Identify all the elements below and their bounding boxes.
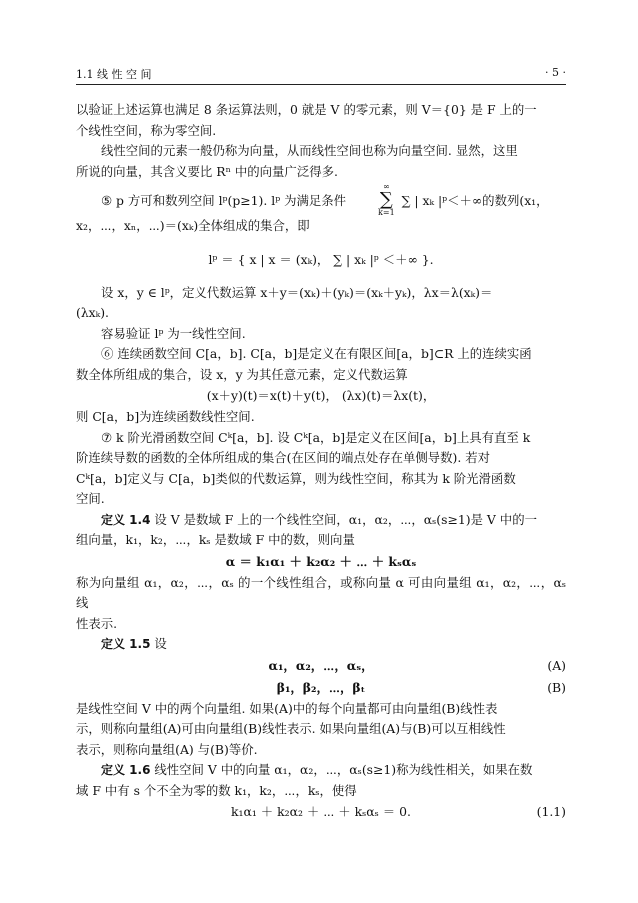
vector-group-b: [76, 677, 566, 699]
linear-dependence-equation: [76, 801, 566, 823]
definition-label: 定义 1.6: [101, 763, 151, 777]
continuous-ops-equation: [76, 385, 566, 407]
text-line: ⑦ k 阶光滑函数空间 Cᵏ[a，b]. 设 Cᵏ[a，b]是定义在区间[a，b]上具有直至 k: [101, 429, 531, 445]
text-line: 称为向量组 α₁，α₂，⋯，αₛ 的一个线性组合，或称向量 α 可由向量组 α₁，α₂，⋯，αₛ 线: [76, 574, 566, 610]
text-line: 数全体所组成的集合，设 x，y 为其任意元素，定义代数运算: [76, 366, 408, 382]
equation-tag: (A): [547, 657, 566, 673]
text-line: 空间.: [76, 491, 105, 506]
text-line: 则 C[a，b]为连续函数线性空间.: [76, 409, 255, 424]
definition-1-5: [76, 634, 566, 655]
text-line: 容易验证 lᵖ 为一线性空间.: [101, 325, 246, 341]
sum-symbol: ∞ ∑ k=1: [353, 182, 395, 218]
definition-1-6: [76, 760, 566, 781]
page-body: [76, 100, 566, 823]
equation-text: k₁α₁ ＋ k₂α₂ ＋ ⋯ ＋ kₛαₛ ＝ 0.: [231, 804, 411, 819]
text-line: 性表示.: [76, 615, 118, 631]
header-section-title: 1.1 线 性 空 间: [76, 68, 152, 81]
text-line: 线性空间的元素一般仍称为向量，从而线性空间也称为向量空间. 显然，这里: [101, 143, 518, 158]
sum-upper-limit: ∞: [383, 182, 390, 191]
equation-text: β₁，β₂，⋯，βₜ: [276, 679, 366, 695]
equation-tag: (1.1): [536, 804, 566, 819]
equation-tag: (B): [547, 679, 566, 695]
text-line: 示，则称向量组(A)可由向量组(B)线性表示. 如果向量组(A)与(B)可以互相线性: [76, 721, 506, 736]
text-line: 线性空间 V 中的向量 α₁，α₂，⋯，αₛ(s≥1)称为线性相关，如果在数: [154, 762, 533, 777]
text-line: 域 F 中有 s 个不全为零的数 k₁，k₂，⋯，kₛ，使得: [76, 782, 357, 798]
sum-lower-limit: k=1: [378, 208, 395, 217]
text-line: 是线性空间 V 中的两个向量组. 如果(A)中的每个向量都可由向量组(B)线性表: [76, 700, 498, 716]
equation-text: α ＝ k₁α₁ ＋ k₂α₂ ＋ ⋯ ＋ kₛαₛ: [225, 553, 417, 569]
text-line: 所说的向量，其含义要比 Rⁿ 中的向量广泛得多.: [76, 163, 338, 179]
definition-label: 定义 1.5: [101, 637, 151, 651]
text-line: 设 x，y ∈ lᵖ，定义代数运算 x＋y＝(xₖ)＋(yₖ)＝(xₖ＋yₖ)，λx＝λ(xₖ)＝: [101, 284, 493, 300]
text-line: (λxₖ).: [76, 305, 109, 320]
text-line: ⑤ p 方可和数列空间 lᵖ(p≥1). lᵖ 为满足条件: [101, 193, 347, 208]
text-line: 表示，则称向量组(A) 与(B)等价.: [76, 741, 258, 757]
text-line: 设: [154, 636, 167, 651]
text-line: x₂，⋯，xₙ，⋯)＝(xₖ)全体组成的集合，即: [76, 218, 310, 233]
running-header: [76, 64, 566, 85]
lp-set-equation: [76, 237, 566, 283]
text-line: 设 V 是数域 F 上的一个线性空间，α₁，α₂，⋯，αₛ(s≥1)是 V 中的一: [154, 511, 537, 527]
lp-definition-line: [76, 182, 566, 216]
text-line: 阶连续导数的函数的全体所组成的集合(在区间的端点处存在单侧导数). 若对: [76, 450, 491, 465]
linear-combination-equation: [76, 551, 566, 573]
text-line: 以验证上述运算也满足 8 条运算法则，0 就是 V 的零元素，则 V＝{0} 是 F 上的一: [76, 102, 537, 117]
header-page-number: · 5 ·: [545, 66, 566, 79]
text-line: 组向量，k₁，k₂，⋯，kₛ 是数域 F 中的数，则向量: [76, 532, 355, 547]
equation-text: lᵖ ＝ { x | x ＝ (xₖ)， ∑ | xₖ |ᵖ ＜＋∞ }.: [208, 251, 434, 267]
equation-text: (x＋y)(t)＝x(t)＋y(t)， (λx)(t)＝λx(t)，: [206, 388, 436, 403]
definition-1-4: [76, 510, 566, 531]
equation-text: α₁，α₂，⋯，αₛ，: [268, 657, 374, 673]
text-line: ⑥ 连续函数空间 C[a，b]. C[a，b]是定义在有限区间[a，b]⊂R 上的连续实函: [101, 346, 532, 361]
vector-group-a: [76, 655, 566, 677]
text-line: 个线性空间，称为零空间.: [76, 122, 217, 138]
text-line: Cᵏ[a，b]定义与 C[a，b]类似的代数运算，则为线性空间，称其为 k 阶光滑函数: [76, 470, 516, 486]
text-line: ∑ | xₖ |ᵖ＜＋∞的数列(x₁，: [401, 193, 549, 208]
definition-label: 定义 1.4: [101, 512, 151, 527]
